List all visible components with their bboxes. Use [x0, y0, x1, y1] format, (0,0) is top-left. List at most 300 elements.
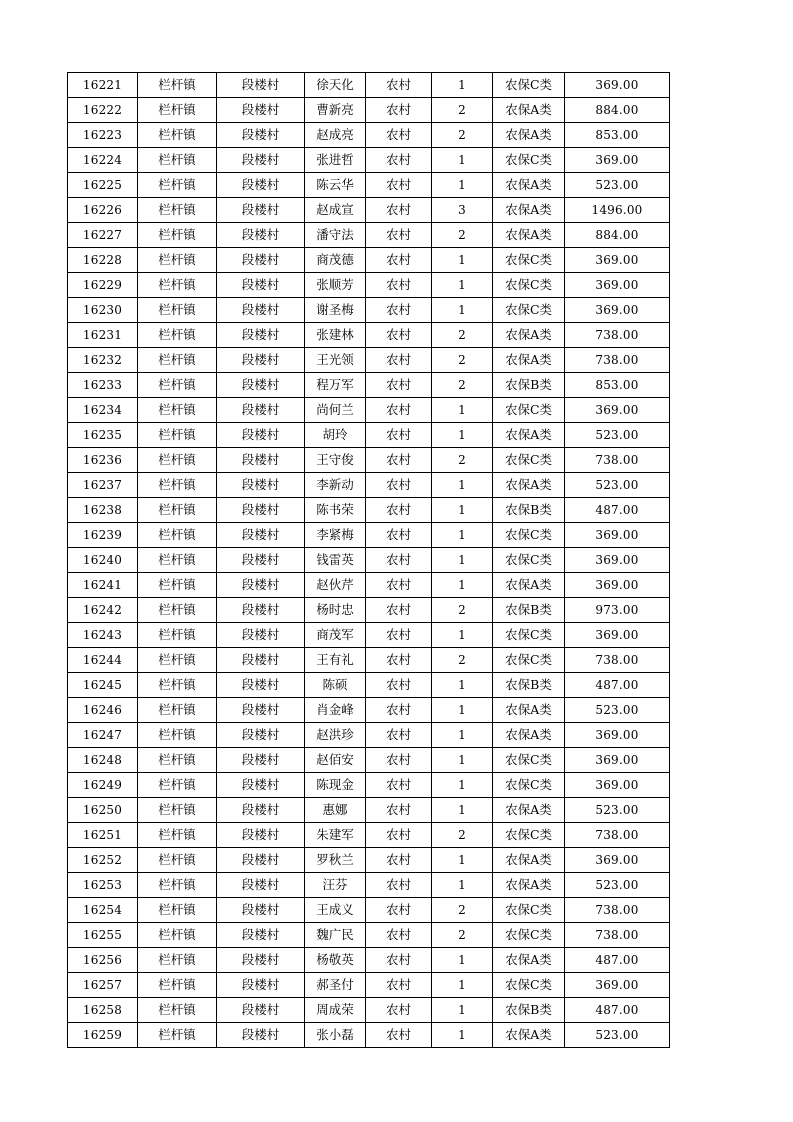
village-cell: 段楼村: [217, 923, 305, 948]
household-type-cell: 农村: [366, 723, 432, 748]
person-name-cell: 王有礼: [305, 648, 366, 673]
record-id-cell: 16238: [68, 498, 138, 523]
member-count-cell: 1: [432, 998, 493, 1023]
record-id-cell: 16226: [68, 198, 138, 223]
table-row: [68, 473, 670, 498]
village-cell: 段楼村: [217, 373, 305, 398]
household-type-cell: 农村: [366, 398, 432, 423]
village-cell: 段楼村: [217, 973, 305, 998]
table-row: [68, 1023, 670, 1048]
town-cell: 栏杆镇: [138, 523, 217, 548]
member-count-cell: 1: [432, 573, 493, 598]
amount-cell: 738.00: [565, 648, 670, 673]
village-cell: 段楼村: [217, 748, 305, 773]
record-id-cell: 16224: [68, 148, 138, 173]
amount-cell: 523.00: [565, 798, 670, 823]
town-cell: 栏杆镇: [138, 648, 217, 673]
record-id-cell: 16247: [68, 723, 138, 748]
insurance-category-cell: 农保B类: [493, 673, 565, 698]
insurance-category-cell: 农保B类: [493, 998, 565, 1023]
member-count-cell: 2: [432, 648, 493, 673]
village-cell: 段楼村: [217, 798, 305, 823]
household-type-cell: 农村: [366, 823, 432, 848]
record-id-cell: 16250: [68, 798, 138, 823]
person-name-cell: 赵洪珍: [305, 723, 366, 748]
record-id-cell: 16236: [68, 448, 138, 473]
table-row: [68, 323, 670, 348]
table-row: [68, 573, 670, 598]
amount-cell: 487.00: [565, 498, 670, 523]
household-type-cell: 农村: [366, 773, 432, 798]
village-cell: 段楼村: [217, 148, 305, 173]
amount-cell: 369.00: [565, 298, 670, 323]
table-row: [68, 298, 670, 323]
household-type-cell: 农村: [366, 848, 432, 873]
village-cell: 段楼村: [217, 673, 305, 698]
record-id-cell: 16257: [68, 973, 138, 998]
household-type-cell: 农村: [366, 473, 432, 498]
person-name-cell: 赵成宣: [305, 198, 366, 223]
insurance-category-cell: 农保C类: [493, 973, 565, 998]
insurance-category-cell: 农保C类: [493, 398, 565, 423]
household-type-cell: 农村: [366, 98, 432, 123]
town-cell: 栏杆镇: [138, 823, 217, 848]
village-cell: 段楼村: [217, 948, 305, 973]
household-type-cell: 农村: [366, 648, 432, 673]
household-type-cell: 农村: [366, 873, 432, 898]
person-name-cell: 徐天化: [305, 73, 366, 98]
member-count-cell: 1: [432, 548, 493, 573]
village-cell: 段楼村: [217, 323, 305, 348]
amount-cell: 523.00: [565, 473, 670, 498]
person-name-cell: 张顺芳: [305, 273, 366, 298]
record-id-cell: 16244: [68, 648, 138, 673]
amount-cell: 738.00: [565, 348, 670, 373]
table-row: [68, 898, 670, 923]
person-name-cell: 潘守法: [305, 223, 366, 248]
amount-cell: 523.00: [565, 173, 670, 198]
village-cell: 段楼村: [217, 473, 305, 498]
member-count-cell: 2: [432, 598, 493, 623]
town-cell: 栏杆镇: [138, 248, 217, 273]
record-id-cell: 16240: [68, 548, 138, 573]
household-type-cell: 农村: [366, 423, 432, 448]
amount-cell: 487.00: [565, 998, 670, 1023]
table-row: [68, 98, 670, 123]
amount-cell: 369.00: [565, 848, 670, 873]
person-name-cell: 陈现金: [305, 773, 366, 798]
member-count-cell: 1: [432, 748, 493, 773]
table-row: [68, 598, 670, 623]
insurance-category-cell: 农保A类: [493, 223, 565, 248]
person-name-cell: 赵成亮: [305, 123, 366, 148]
person-name-cell: 赵伙芹: [305, 573, 366, 598]
member-count-cell: 2: [432, 373, 493, 398]
record-id-cell: 16245: [68, 673, 138, 698]
town-cell: 栏杆镇: [138, 198, 217, 223]
table-row: [68, 423, 670, 448]
insurance-category-cell: 农保A类: [493, 698, 565, 723]
amount-cell: 369.00: [565, 773, 670, 798]
person-name-cell: 陈书荣: [305, 498, 366, 523]
village-cell: 段楼村: [217, 248, 305, 273]
village-cell: 段楼村: [217, 1023, 305, 1048]
amount-cell: 738.00: [565, 898, 670, 923]
village-cell: 段楼村: [217, 523, 305, 548]
town-cell: 栏杆镇: [138, 173, 217, 198]
member-count-cell: 1: [432, 423, 493, 448]
member-count-cell: 1: [432, 673, 493, 698]
amount-cell: 884.00: [565, 98, 670, 123]
amount-cell: 369.00: [565, 398, 670, 423]
member-count-cell: 3: [432, 198, 493, 223]
insurance-category-cell: 农保A类: [493, 348, 565, 373]
insurance-category-cell: 农保A类: [493, 323, 565, 348]
member-count-cell: 1: [432, 623, 493, 648]
member-count-cell: 1: [432, 773, 493, 798]
insurance-category-cell: 农保B类: [493, 598, 565, 623]
person-name-cell: 谢圣梅: [305, 298, 366, 323]
village-cell: 段楼村: [217, 123, 305, 148]
household-type-cell: 农村: [366, 673, 432, 698]
member-count-cell: 2: [432, 448, 493, 473]
table-row: [68, 373, 670, 398]
insurance-category-cell: 农保C类: [493, 73, 565, 98]
amount-cell: 369.00: [565, 248, 670, 273]
person-name-cell: 曹新亮: [305, 98, 366, 123]
insurance-category-cell: 农保C类: [493, 648, 565, 673]
table-row: [68, 173, 670, 198]
village-cell: 段楼村: [217, 773, 305, 798]
insurance-category-cell: 农保C类: [493, 748, 565, 773]
person-name-cell: 郝圣付: [305, 973, 366, 998]
amount-cell: 369.00: [565, 273, 670, 298]
record-id-cell: 16241: [68, 573, 138, 598]
person-name-cell: 肖金峰: [305, 698, 366, 723]
table-row: [68, 223, 670, 248]
insurance-category-cell: 农保B类: [493, 498, 565, 523]
village-cell: 段楼村: [217, 73, 305, 98]
record-id-cell: 16254: [68, 898, 138, 923]
table-row: [68, 923, 670, 948]
village-cell: 段楼村: [217, 548, 305, 573]
table-row: [68, 748, 670, 773]
household-type-cell: 农村: [366, 248, 432, 273]
town-cell: 栏杆镇: [138, 423, 217, 448]
village-cell: 段楼村: [217, 198, 305, 223]
person-name-cell: 汪芬: [305, 873, 366, 898]
insurance-category-cell: 农保C类: [493, 448, 565, 473]
member-count-cell: 1: [432, 173, 493, 198]
table-row: [68, 248, 670, 273]
person-name-cell: 王成义: [305, 898, 366, 923]
household-type-cell: 农村: [366, 373, 432, 398]
person-name-cell: 惠娜: [305, 798, 366, 823]
amount-cell: 369.00: [565, 623, 670, 648]
household-type-cell: 农村: [366, 173, 432, 198]
amount-cell: 973.00: [565, 598, 670, 623]
member-count-cell: 1: [432, 298, 493, 323]
town-cell: 栏杆镇: [138, 773, 217, 798]
table-row: [68, 848, 670, 873]
table-row: [68, 273, 670, 298]
amount-cell: 369.00: [565, 748, 670, 773]
household-type-cell: 农村: [366, 698, 432, 723]
town-cell: 栏杆镇: [138, 848, 217, 873]
member-count-cell: 1: [432, 148, 493, 173]
person-name-cell: 朱建军: [305, 823, 366, 848]
record-id-cell: 16242: [68, 598, 138, 623]
household-type-cell: 农村: [366, 798, 432, 823]
table-row: [68, 948, 670, 973]
household-type-cell: 农村: [366, 273, 432, 298]
insurance-category-cell: 农保A类: [493, 948, 565, 973]
table-row: [68, 623, 670, 648]
table-row: [68, 523, 670, 548]
town-cell: 栏杆镇: [138, 948, 217, 973]
table-row: [68, 198, 670, 223]
town-cell: 栏杆镇: [138, 98, 217, 123]
town-cell: 栏杆镇: [138, 898, 217, 923]
amount-cell: 738.00: [565, 823, 670, 848]
insurance-category-cell: 农保A类: [493, 423, 565, 448]
member-count-cell: 2: [432, 823, 493, 848]
member-count-cell: 1: [432, 698, 493, 723]
insurance-category-cell: 农保A类: [493, 198, 565, 223]
member-count-cell: 1: [432, 723, 493, 748]
member-count-cell: 1: [432, 73, 493, 98]
insurance-category-cell: 农保A类: [493, 473, 565, 498]
town-cell: 栏杆镇: [138, 623, 217, 648]
amount-cell: 369.00: [565, 573, 670, 598]
household-type-cell: 农村: [366, 548, 432, 573]
person-name-cell: 程万军: [305, 373, 366, 398]
household-type-cell: 农村: [366, 298, 432, 323]
village-cell: 段楼村: [217, 873, 305, 898]
town-cell: 栏杆镇: [138, 123, 217, 148]
village-cell: 段楼村: [217, 423, 305, 448]
member-count-cell: 2: [432, 898, 493, 923]
person-name-cell: 罗秋兰: [305, 848, 366, 873]
amount-cell: 369.00: [565, 548, 670, 573]
household-type-cell: 农村: [366, 498, 432, 523]
record-id-cell: 16234: [68, 398, 138, 423]
record-id-cell: 16222: [68, 98, 138, 123]
town-cell: 栏杆镇: [138, 223, 217, 248]
village-cell: 段楼村: [217, 698, 305, 723]
village-cell: 段楼村: [217, 573, 305, 598]
person-name-cell: 李新动: [305, 473, 366, 498]
member-count-cell: 1: [432, 848, 493, 873]
town-cell: 栏杆镇: [138, 398, 217, 423]
table-row: [68, 648, 670, 673]
roster-table: [67, 72, 670, 1048]
member-count-cell: 2: [432, 923, 493, 948]
insurance-category-cell: 农保C类: [493, 623, 565, 648]
amount-cell: 884.00: [565, 223, 670, 248]
record-id-cell: 16248: [68, 748, 138, 773]
member-count-cell: 1: [432, 973, 493, 998]
town-cell: 栏杆镇: [138, 973, 217, 998]
town-cell: 栏杆镇: [138, 448, 217, 473]
insurance-category-cell: 农保A类: [493, 573, 565, 598]
insurance-category-cell: 农保C类: [493, 273, 565, 298]
insurance-category-cell: 农保C类: [493, 773, 565, 798]
village-cell: 段楼村: [217, 848, 305, 873]
amount-cell: 738.00: [565, 923, 670, 948]
household-type-cell: 农村: [366, 923, 432, 948]
record-id-cell: 16231: [68, 323, 138, 348]
town-cell: 栏杆镇: [138, 748, 217, 773]
insurance-category-cell: 农保A类: [493, 848, 565, 873]
town-cell: 栏杆镇: [138, 548, 217, 573]
person-name-cell: 赵佰安: [305, 748, 366, 773]
village-cell: 段楼村: [217, 498, 305, 523]
member-count-cell: 1: [432, 473, 493, 498]
amount-cell: 523.00: [565, 873, 670, 898]
member-count-cell: 1: [432, 498, 493, 523]
village-cell: 段楼村: [217, 723, 305, 748]
village-cell: 段楼村: [217, 823, 305, 848]
town-cell: 栏杆镇: [138, 873, 217, 898]
household-type-cell: 农村: [366, 898, 432, 923]
table-row: [68, 498, 670, 523]
record-id-cell: 16235: [68, 423, 138, 448]
village-cell: 段楼村: [217, 448, 305, 473]
household-type-cell: 农村: [366, 323, 432, 348]
amount-cell: 369.00: [565, 73, 670, 98]
person-name-cell: 杨敬英: [305, 948, 366, 973]
member-count-cell: 1: [432, 248, 493, 273]
village-cell: 段楼村: [217, 898, 305, 923]
member-count-cell: 2: [432, 123, 493, 148]
record-id-cell: 16259: [68, 1023, 138, 1048]
household-type-cell: 农村: [366, 598, 432, 623]
insurance-category-cell: 农保C类: [493, 548, 565, 573]
household-type-cell: 农村: [366, 223, 432, 248]
town-cell: 栏杆镇: [138, 1023, 217, 1048]
table-row: [68, 798, 670, 823]
amount-cell: 853.00: [565, 123, 670, 148]
town-cell: 栏杆镇: [138, 673, 217, 698]
record-id-cell: 16246: [68, 698, 138, 723]
record-id-cell: 16228: [68, 248, 138, 273]
insurance-category-cell: 农保A类: [493, 798, 565, 823]
village-cell: 段楼村: [217, 998, 305, 1023]
amount-cell: 369.00: [565, 973, 670, 998]
member-count-cell: 1: [432, 523, 493, 548]
record-id-cell: 16230: [68, 298, 138, 323]
member-count-cell: 1: [432, 273, 493, 298]
insurance-category-cell: 农保B类: [493, 373, 565, 398]
amount-cell: 853.00: [565, 373, 670, 398]
amount-cell: 369.00: [565, 723, 670, 748]
roster-body: [68, 73, 670, 1048]
person-name-cell: 王守俊: [305, 448, 366, 473]
record-id-cell: 16255: [68, 923, 138, 948]
person-name-cell: 钱雷英: [305, 548, 366, 573]
member-count-cell: 2: [432, 223, 493, 248]
table-row: [68, 148, 670, 173]
village-cell: 段楼村: [217, 598, 305, 623]
village-cell: 段楼村: [217, 623, 305, 648]
person-name-cell: 胡玲: [305, 423, 366, 448]
table-row: [68, 548, 670, 573]
table-row: [68, 698, 670, 723]
amount-cell: 487.00: [565, 948, 670, 973]
household-type-cell: 农村: [366, 948, 432, 973]
household-type-cell: 农村: [366, 123, 432, 148]
amount-cell: 369.00: [565, 148, 670, 173]
member-count-cell: 2: [432, 323, 493, 348]
household-type-cell: 农村: [366, 973, 432, 998]
insurance-category-cell: 农保C类: [493, 298, 565, 323]
household-type-cell: 农村: [366, 573, 432, 598]
town-cell: 栏杆镇: [138, 273, 217, 298]
record-id-cell: 16251: [68, 823, 138, 848]
member-count-cell: 2: [432, 348, 493, 373]
table-row: [68, 73, 670, 98]
household-type-cell: 农村: [366, 448, 432, 473]
amount-cell: 523.00: [565, 1023, 670, 1048]
record-id-cell: 16239: [68, 523, 138, 548]
amount-cell: 369.00: [565, 523, 670, 548]
table-row: [68, 673, 670, 698]
town-cell: 栏杆镇: [138, 323, 217, 348]
record-id-cell: 16258: [68, 998, 138, 1023]
household-type-cell: 农村: [366, 348, 432, 373]
amount-cell: 1496.00: [565, 198, 670, 223]
household-type-cell: 农村: [366, 748, 432, 773]
record-id-cell: 16225: [68, 173, 138, 198]
record-id-cell: 16237: [68, 473, 138, 498]
person-name-cell: 王光领: [305, 348, 366, 373]
household-type-cell: 农村: [366, 998, 432, 1023]
insurance-category-cell: 农保A类: [493, 1023, 565, 1048]
member-count-cell: 1: [432, 398, 493, 423]
town-cell: 栏杆镇: [138, 298, 217, 323]
town-cell: 栏杆镇: [138, 573, 217, 598]
village-cell: 段楼村: [217, 273, 305, 298]
town-cell: 栏杆镇: [138, 598, 217, 623]
village-cell: 段楼村: [217, 398, 305, 423]
village-cell: 段楼村: [217, 648, 305, 673]
insurance-category-cell: 农保C类: [493, 523, 565, 548]
record-id-cell: 16229: [68, 273, 138, 298]
record-id-cell: 16256: [68, 948, 138, 973]
record-id-cell: 16233: [68, 373, 138, 398]
person-name-cell: 陈云华: [305, 173, 366, 198]
insurance-category-cell: 农保C类: [493, 148, 565, 173]
record-id-cell: 16221: [68, 73, 138, 98]
insurance-category-cell: 农保A类: [493, 723, 565, 748]
insurance-category-cell: 农保A类: [493, 173, 565, 198]
household-type-cell: 农村: [366, 73, 432, 98]
table-row: [68, 773, 670, 798]
amount-cell: 487.00: [565, 673, 670, 698]
household-type-cell: 农村: [366, 1023, 432, 1048]
town-cell: 栏杆镇: [138, 798, 217, 823]
person-name-cell: 商茂德: [305, 248, 366, 273]
record-id-cell: 16252: [68, 848, 138, 873]
insurance-category-cell: 农保C类: [493, 248, 565, 273]
record-id-cell: 16243: [68, 623, 138, 648]
person-name-cell: 张建林: [305, 323, 366, 348]
member-count-cell: 1: [432, 948, 493, 973]
member-count-cell: 1: [432, 873, 493, 898]
insurance-category-cell: 农保A类: [493, 98, 565, 123]
table-row: [68, 448, 670, 473]
